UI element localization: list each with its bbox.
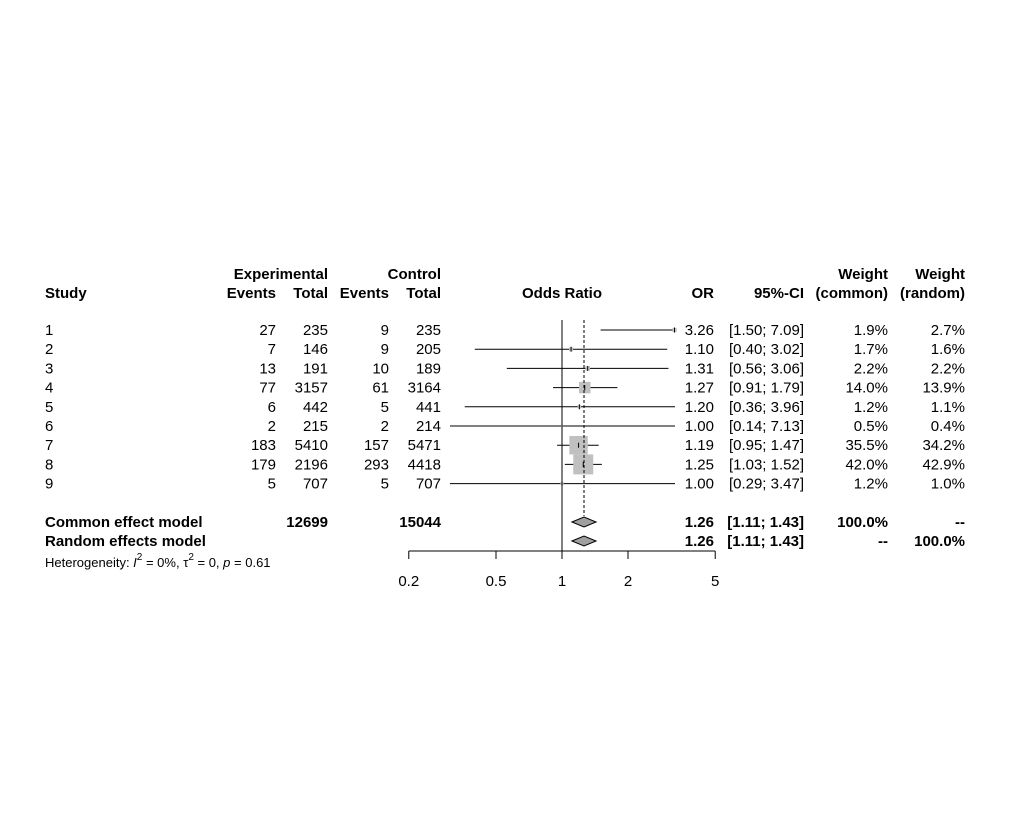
ctrl-events: 9 bbox=[380, 341, 389, 359]
tick-label: 1 bbox=[557, 573, 567, 590]
pooled-ci: [1.11; 1.43] bbox=[727, 533, 804, 550]
exp-events: 2 bbox=[267, 418, 276, 435]
header-study: Study bbox=[45, 285, 87, 302]
ci-value: [0.40; 3.02] bbox=[728, 341, 804, 359]
het-i2-value: = 0%, bbox=[142, 555, 184, 570]
ci-value: [0.56; 3.06] bbox=[728, 360, 804, 378]
header-exp-events: Events bbox=[226, 285, 276, 302]
het-tau-value: = 0, bbox=[193, 555, 224, 570]
exp-total: 442 bbox=[302, 398, 328, 416]
tick-label: 5 bbox=[711, 573, 720, 590]
weight-random: 2.7% bbox=[930, 322, 965, 339]
header-ci: 95%-CI bbox=[753, 285, 804, 302]
or-value: 3.26 bbox=[684, 322, 714, 339]
ctrl-total: 4418 bbox=[407, 456, 441, 474]
pooled-or: 1.26 bbox=[684, 514, 714, 531]
ctrl-total: 235 bbox=[415, 322, 441, 339]
ctrl-events: 9 bbox=[380, 322, 389, 339]
weight-random: 2.2% bbox=[930, 360, 965, 378]
ctrl-events: 5 bbox=[380, 398, 389, 416]
study-label: 3 bbox=[45, 360, 54, 378]
or-value: 1.00 bbox=[684, 475, 714, 493]
exp-events: 179 bbox=[250, 456, 276, 474]
ctrl-total: 205 bbox=[415, 341, 441, 359]
het-i2-symbol: I bbox=[133, 555, 137, 570]
pooled-weight-random: -- bbox=[955, 514, 965, 531]
exp-total: 191 bbox=[302, 360, 328, 378]
exp-events: 6 bbox=[267, 398, 276, 416]
pooled-or: 1.26 bbox=[684, 533, 714, 550]
pooled-weight-common: 100.0% bbox=[837, 514, 888, 531]
header-control: Control bbox=[387, 266, 441, 283]
header-weight-random: Weight bbox=[915, 266, 965, 283]
ci-value: [1.03; 1.52] bbox=[728, 456, 804, 474]
ctrl-events: 5 bbox=[380, 475, 389, 493]
header-or: OR bbox=[691, 285, 714, 302]
header-ctrl-events: Events bbox=[339, 285, 389, 302]
het-i2-sup: 2 bbox=[136, 552, 143, 563]
pooled-rows bbox=[45, 514, 965, 550]
header-exp-total: Total bbox=[293, 285, 328, 302]
weight-random: 34.2% bbox=[922, 437, 965, 455]
or-value: 1.27 bbox=[684, 379, 714, 397]
weight-common: 1.2% bbox=[853, 398, 888, 416]
weight-common: 1.2% bbox=[853, 475, 888, 493]
ci-value: [0.36; 3.96] bbox=[728, 398, 804, 416]
header-random: (random) bbox=[900, 285, 965, 302]
weight-common: 1.9% bbox=[853, 322, 888, 339]
exp-total: 5410 bbox=[294, 437, 328, 455]
exp-events: 13 bbox=[259, 360, 276, 378]
ci-value: [0.29; 3.47] bbox=[728, 475, 804, 493]
exp-total: 2196 bbox=[294, 456, 328, 474]
study-label: 5 bbox=[45, 398, 54, 416]
table-row bbox=[45, 456, 965, 473]
weight-random: 42.9% bbox=[922, 456, 965, 474]
ci-value: [0.95; 1.47] bbox=[728, 437, 804, 455]
x-axis bbox=[398, 551, 719, 590]
ctrl-events: 2 bbox=[380, 418, 389, 435]
het-tau-sup: 2 bbox=[188, 552, 194, 563]
header-plot-title: Odds Ratio bbox=[521, 285, 603, 302]
study-label: 2 bbox=[45, 341, 54, 359]
weight-random: 1.1% bbox=[930, 398, 965, 416]
weight-common: 0.5% bbox=[853, 418, 888, 435]
or-value: 1.10 bbox=[684, 341, 714, 359]
weight-random: 1.6% bbox=[930, 341, 965, 359]
plot-area bbox=[450, 320, 677, 552]
ctrl-events: 293 bbox=[363, 456, 389, 474]
tick-label: 0.2 bbox=[398, 573, 420, 590]
exp-total: 707 bbox=[302, 475, 328, 493]
exp-events: 27 bbox=[259, 322, 276, 339]
pooled-diamond bbox=[572, 517, 596, 527]
ctrl-events: 157 bbox=[363, 437, 389, 455]
exp-events: 5 bbox=[267, 475, 276, 493]
het-p-value: = 0.61 bbox=[230, 555, 271, 570]
weight-random: 1.0% bbox=[930, 475, 965, 493]
weight-common: 2.2% bbox=[853, 360, 888, 378]
pooled-row bbox=[45, 514, 965, 531]
table-row bbox=[45, 322, 965, 339]
pooled-ctrl-total: 15044 bbox=[399, 514, 441, 531]
exp-events: 77 bbox=[259, 379, 276, 397]
header-common: (common) bbox=[815, 285, 888, 302]
het-prefix: Heterogeneity: bbox=[45, 555, 134, 570]
header-weight-common: Weight bbox=[838, 266, 888, 283]
header-experimental: Experimental bbox=[233, 266, 328, 283]
ctrl-events: 61 bbox=[372, 379, 389, 397]
pooled-weight-common: -- bbox=[878, 533, 888, 550]
ctrl-total: 3164 bbox=[407, 379, 441, 397]
pooled-label: Common effect model bbox=[45, 514, 203, 531]
ctrl-total: 441 bbox=[415, 398, 441, 416]
ctrl-total: 214 bbox=[415, 418, 441, 435]
study-label: 1 bbox=[45, 322, 54, 339]
exp-total: 215 bbox=[302, 418, 328, 435]
tick-label: 2 bbox=[623, 573, 633, 590]
weight-common: 1.7% bbox=[853, 341, 888, 359]
ctrl-total: 189 bbox=[415, 360, 441, 378]
het-p-symbol: p bbox=[223, 555, 231, 570]
pooled-row bbox=[45, 533, 965, 550]
ctrl-events: 10 bbox=[372, 360, 389, 378]
exp-total: 3157 bbox=[294, 379, 328, 397]
study-label: 4 bbox=[45, 379, 54, 397]
or-value: 1.31 bbox=[684, 360, 714, 378]
header bbox=[45, 266, 965, 302]
pooled-label: Random effects model bbox=[45, 533, 206, 550]
pooled-weight-random: 100.0% bbox=[914, 533, 965, 550]
table-row bbox=[45, 360, 965, 377]
study-label: 8 bbox=[45, 456, 54, 474]
study-label: 9 bbox=[45, 475, 54, 493]
or-value: 1.19 bbox=[684, 437, 714, 455]
or-value: 1.20 bbox=[684, 398, 714, 416]
header-ctrl-total: Total bbox=[406, 285, 441, 302]
heterogeneity-text bbox=[45, 552, 271, 570]
exp-events: 183 bbox=[250, 437, 276, 455]
study-label: 6 bbox=[45, 418, 54, 435]
pooled-ci: [1.11; 1.43] bbox=[727, 514, 804, 531]
study-label: 7 bbox=[45, 437, 54, 455]
ci-value: [0.14; 7.13] bbox=[728, 418, 804, 435]
tick-label: 0.5 bbox=[485, 573, 507, 590]
weight-common: 14.0% bbox=[845, 379, 888, 397]
table-row bbox=[45, 437, 965, 454]
exp-total: 146 bbox=[302, 341, 328, 359]
exp-total: 235 bbox=[302, 322, 328, 339]
weight-common: 42.0% bbox=[845, 456, 888, 474]
weight-random: 0.4% bbox=[930, 418, 965, 435]
pooled-exp-total: 12699 bbox=[286, 514, 328, 531]
ci-value: [0.91; 1.79] bbox=[728, 379, 804, 397]
pooled-diamond bbox=[572, 536, 596, 546]
ci-value: [1.50; 7.09] bbox=[728, 322, 804, 339]
exp-events: 7 bbox=[267, 341, 276, 359]
or-value: 1.00 bbox=[684, 418, 714, 435]
or-value: 1.25 bbox=[684, 456, 714, 474]
ctrl-total: 707 bbox=[415, 475, 441, 493]
weight-common: 35.5% bbox=[845, 437, 888, 455]
weight-random: 13.9% bbox=[922, 379, 965, 397]
ctrl-total: 5471 bbox=[407, 437, 441, 455]
het-tau-symbol: τ bbox=[183, 555, 189, 570]
table-row bbox=[45, 380, 965, 397]
